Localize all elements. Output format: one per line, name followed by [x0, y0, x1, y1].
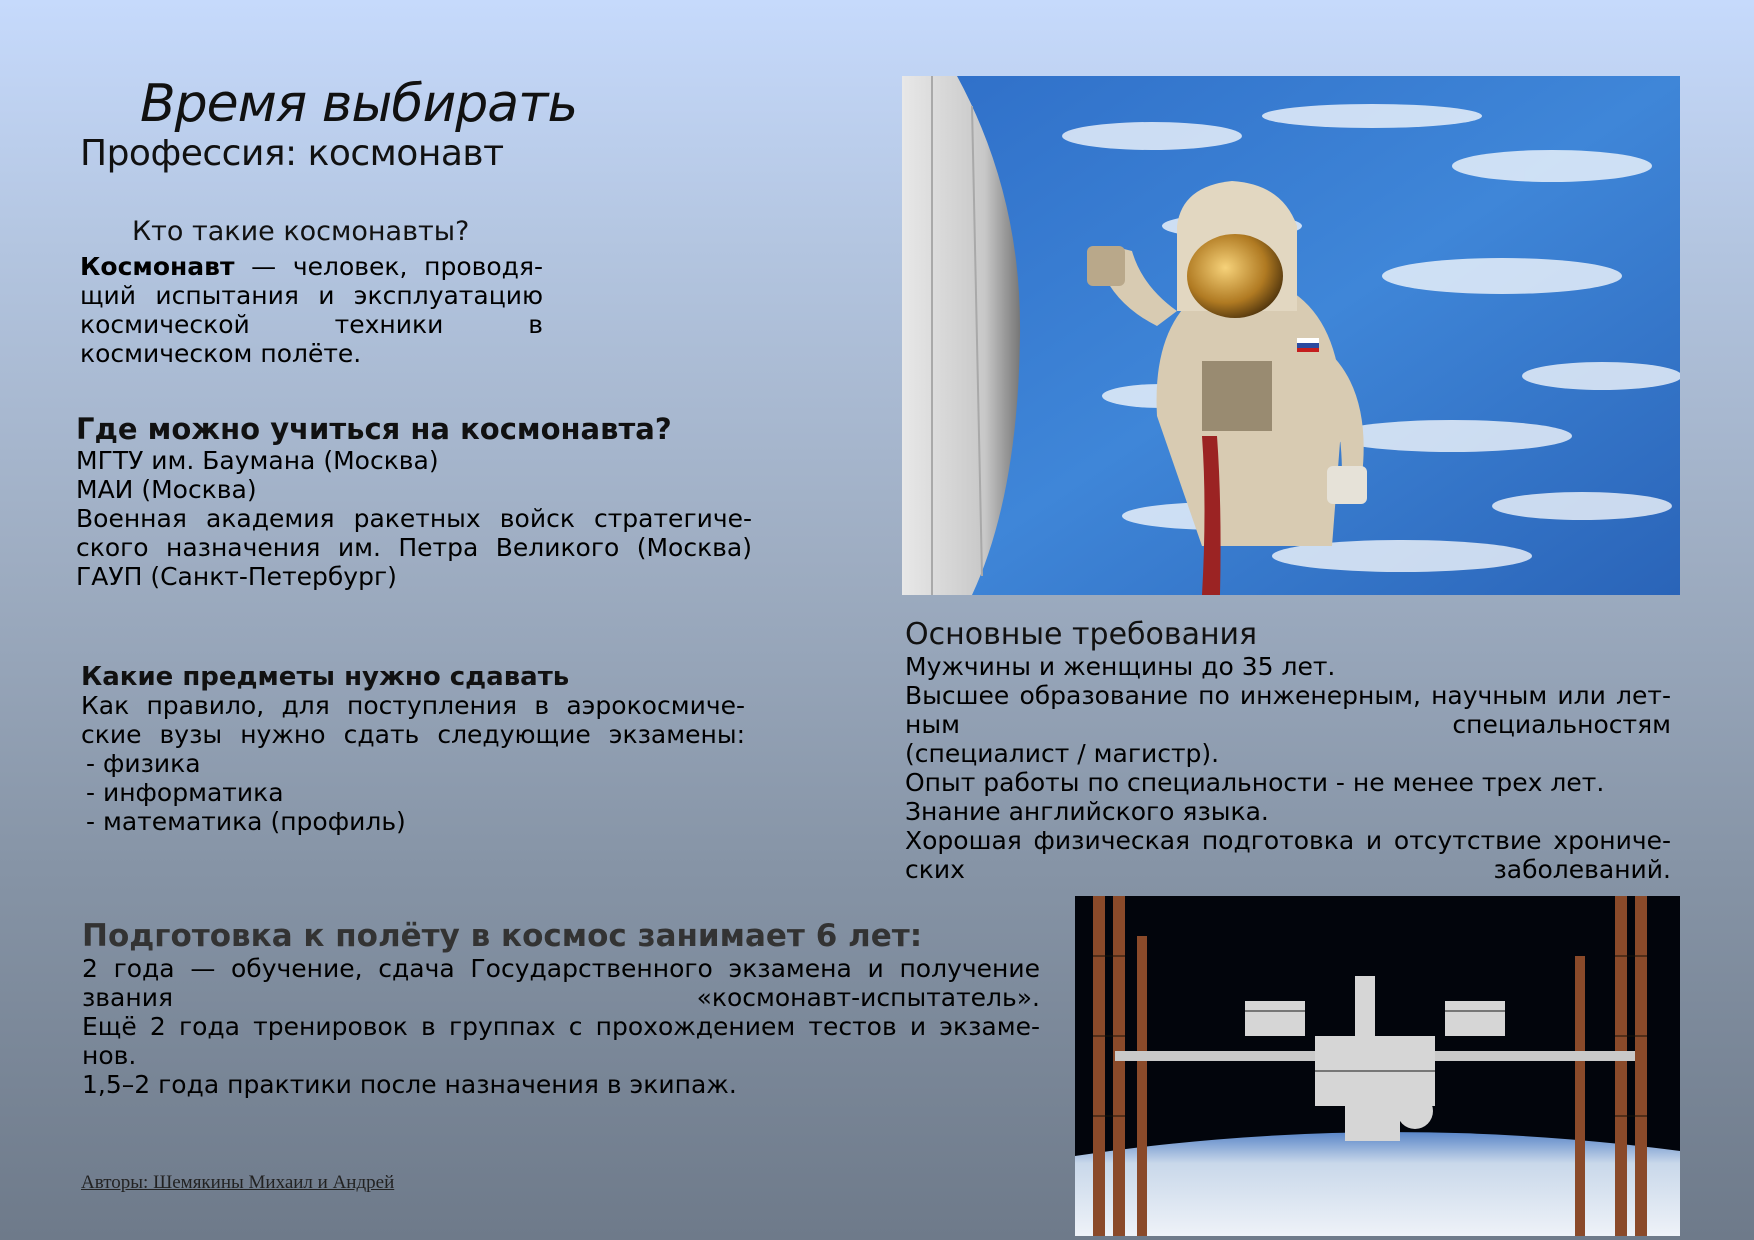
preparation-list: [82, 954, 1040, 1099]
list-item: - физика: [86, 749, 201, 778]
authors-credit: Авторы: Шемякины Михаил и Андрей: [81, 1172, 395, 1193]
list-item: МАИ (Москва): [76, 475, 257, 504]
list-item: Высшее образование по инженерным, научным или лет-ным специальностям: [905, 681, 1671, 739]
list-item: - математика (профиль): [86, 807, 406, 836]
list-item: ГАУП (Санкт-Петербург): [76, 562, 397, 591]
page-subtitle: Профессия: космонавт: [80, 133, 504, 174]
list-item: 1,5–2 года практики после назначения в экипаж.: [82, 1070, 737, 1099]
list-item: МГТУ им. Баумана (Москва): [76, 446, 439, 475]
list-item: Хорошая физическая подготовка и отсутствие хрониче-ских заболеваний.: [905, 826, 1671, 884]
exams-text: Как правило, для поступления в аэрокосмиче-ские вузы нужно сдать следующие экзамены:: [81, 691, 745, 749]
list-item: Опыт работы по специальности - не менее трех лет.: [905, 768, 1605, 797]
exams-list: [86, 749, 406, 836]
intro-definition: [80, 252, 543, 368]
intro-heading: Кто такие космонавты?: [132, 216, 470, 247]
page-title: Время выбирать: [140, 74, 578, 134]
study-list: [76, 446, 752, 591]
list-item: - информатика: [86, 778, 284, 807]
intro-term: Космонавт: [80, 252, 235, 281]
intro-definition-text: — человек, проводя-щий испытания и эксплуатацию космической техники в космическом полёте.: [80, 252, 543, 368]
list-item: Мужчины и женщины до 35 лет.: [905, 652, 1336, 681]
study-heading: Где можно учиться на космонавта?: [76, 412, 672, 446]
list-item: Знание английского языка.: [905, 797, 1269, 826]
list-item: 2 года — обучение, сдача Государственного экзамена и получение звания «космонавт-испытатель».: [82, 954, 1040, 1012]
space-station-photo: [1075, 896, 1680, 1236]
list-item: (специалист / магистр).: [905, 739, 1220, 768]
requirements-list: [905, 652, 1671, 884]
exams-heading: Какие предметы нужно сдавать: [81, 662, 570, 692]
astronaut-photo: [902, 76, 1680, 595]
list-item: Ещё 2 года тренировок в группах с прохождением тестов и экзаме-нов.: [82, 1012, 1040, 1070]
list-item: Военная академия ракетных войск стратегиче-ского назначения им. Петра Великого (Москва): [76, 504, 752, 562]
requirements-heading: Основные требования: [905, 617, 1258, 652]
preparation-heading: Подготовка к полёту в космос занимает 6 лет:: [82, 918, 923, 954]
